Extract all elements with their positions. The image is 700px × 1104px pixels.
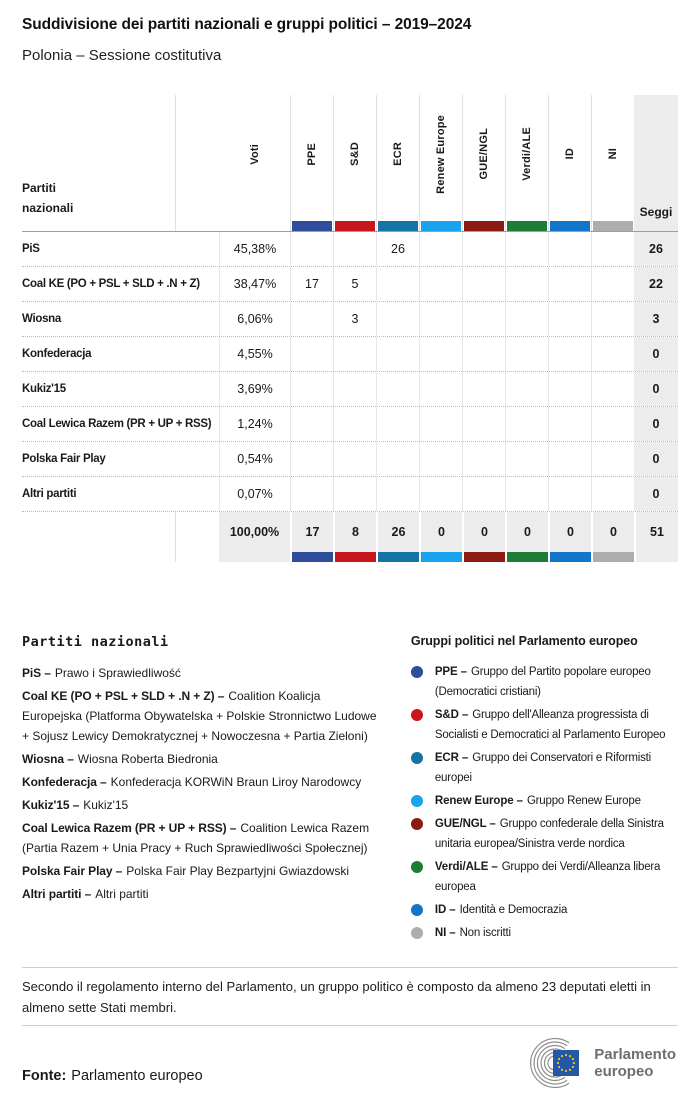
seat-cell bbox=[462, 372, 505, 406]
party-abbr: Polska Fair Play – bbox=[22, 864, 123, 878]
seat-cell bbox=[505, 302, 548, 336]
group-color-bar bbox=[550, 221, 590, 231]
group-color-bar bbox=[378, 552, 419, 562]
group-label: PPE bbox=[306, 142, 318, 166]
footer-row bbox=[22, 1026, 678, 1104]
group-abbr: S&D – bbox=[434, 709, 469, 721]
group-abbr: ECR – bbox=[434, 752, 469, 764]
seat-cell bbox=[290, 337, 333, 371]
total-seat-cell bbox=[505, 512, 548, 562]
group-full-name: Gruppo del Partito popolare europeo (Democratici cristiani) bbox=[434, 666, 651, 698]
legend-group-item bbox=[411, 814, 678, 854]
seat-cell: 5 bbox=[333, 267, 376, 301]
parliament-hemicycle-icon bbox=[521, 1038, 585, 1088]
seat-cell bbox=[333, 407, 376, 441]
seat-cell bbox=[505, 477, 548, 511]
legend-party-item bbox=[22, 772, 379, 792]
results-table bbox=[22, 95, 678, 562]
total-seat-cell bbox=[376, 512, 419, 562]
party-name: Polska Fair Play bbox=[22, 453, 106, 465]
group-label: Verdi/ALE bbox=[521, 127, 533, 181]
party-full-name: Coalition Lewica Razem (Partia Razem + Unia Pracy + Ruch Sprawiedliwości Społecznej) bbox=[22, 821, 370, 855]
total-seat-cell bbox=[591, 512, 634, 562]
seggi-header-label: Seggi bbox=[639, 205, 673, 219]
table-row bbox=[22, 302, 678, 337]
seat-cell bbox=[591, 337, 634, 371]
voti-cell: 6,06% bbox=[219, 302, 290, 336]
voti-cell: 0,54% bbox=[219, 442, 290, 476]
seat-cell bbox=[505, 442, 548, 476]
party-full-name: Coalition Koalicja Europejska (Platforma Obywatelska + Polskie Stronnictwo Ludowe + Sojusz Lewicy Demokratycznej + Nowoczesna + Partia Zieloni) bbox=[22, 689, 377, 743]
seat-cell bbox=[419, 477, 462, 511]
total-value: 0 bbox=[567, 525, 574, 539]
legend-party-item bbox=[22, 686, 379, 746]
seggi-cell: 0 bbox=[634, 442, 678, 476]
party-name: Coal KE (PO + PSL + SLD + .N + Z) bbox=[22, 278, 200, 290]
voti-cell: 0,07% bbox=[219, 477, 290, 511]
seat-cell bbox=[505, 267, 548, 301]
legend-party-item bbox=[22, 795, 379, 815]
party-name: Wiosna bbox=[22, 313, 61, 325]
table-row bbox=[22, 267, 678, 302]
party-full-name: Kukiz'15 bbox=[83, 798, 129, 812]
total-value: 0 bbox=[481, 525, 488, 539]
party-abbr: Coal Lewica Razem (PR + UP + RSS) – bbox=[22, 821, 237, 835]
party-header-line2: nazionali bbox=[22, 201, 74, 215]
group-color-bar bbox=[507, 221, 547, 231]
seat-cell bbox=[548, 407, 591, 441]
seat-cell bbox=[548, 372, 591, 406]
party-name: PiS bbox=[22, 243, 40, 255]
seat-cell bbox=[333, 232, 376, 266]
table-row bbox=[22, 407, 678, 442]
group-abbr: ID – bbox=[434, 904, 456, 916]
seat-cell bbox=[376, 442, 419, 476]
group-column-header-ecr bbox=[376, 95, 419, 231]
seat-cell bbox=[333, 477, 376, 511]
group-color-bar bbox=[593, 552, 634, 562]
group-full-name: Gruppo dei Verdi/Alleanza libera europea bbox=[434, 861, 661, 893]
group-color-dot bbox=[411, 904, 423, 916]
seat-cell bbox=[419, 372, 462, 406]
total-seat-cell bbox=[290, 512, 333, 562]
seat-cell bbox=[290, 372, 333, 406]
group-full-name: Identità e Democrazia bbox=[459, 904, 568, 916]
group-label: ECR bbox=[392, 142, 404, 166]
total-seat-cell bbox=[419, 512, 462, 562]
group-full-name: Gruppo dell'Alleanza progressista di Socialisti e Democratici al Parlamento Europeo bbox=[434, 709, 666, 741]
group-abbr: NI – bbox=[434, 927, 456, 939]
group-color-bar bbox=[464, 221, 504, 231]
total-value: 0 bbox=[524, 525, 531, 539]
seat-cell bbox=[419, 407, 462, 441]
party-abbr: Wiosna – bbox=[22, 752, 74, 766]
seggi-cell: 0 bbox=[634, 372, 678, 406]
seat-cell bbox=[376, 267, 419, 301]
legend-party-item bbox=[22, 663, 379, 683]
legend-group-item bbox=[411, 900, 678, 920]
seat-cell: 26 bbox=[376, 232, 419, 266]
legend-party-item bbox=[22, 861, 379, 881]
party-full-name: Altri partiti bbox=[95, 887, 149, 901]
group-column-header-renew bbox=[419, 95, 462, 231]
group-full-name: Gruppo dei Conservatori e Riformisti europei bbox=[434, 752, 652, 784]
group-column-header-ppe bbox=[290, 95, 333, 231]
group-color-bar bbox=[593, 221, 633, 231]
seat-cell bbox=[462, 337, 505, 371]
legend-group-item bbox=[411, 923, 678, 943]
seat-cell bbox=[419, 442, 462, 476]
legend-groups-header: Gruppi politici nel Parlamento europeo bbox=[410, 634, 638, 648]
voti-cell: 3,69% bbox=[219, 372, 290, 406]
seat-cell bbox=[548, 442, 591, 476]
total-value: 17 bbox=[305, 525, 320, 539]
seat-cell bbox=[462, 477, 505, 511]
seat-cell: 3 bbox=[333, 302, 376, 336]
total-blank bbox=[175, 512, 219, 562]
group-full-name: Gruppo confederale della Sinistra unitaria europea/Sinistra verde nordica bbox=[434, 818, 664, 850]
table-row bbox=[22, 232, 678, 267]
seggi-column-header bbox=[634, 95, 678, 231]
group-color-dot bbox=[411, 709, 423, 721]
seat-cell bbox=[376, 477, 419, 511]
seat-cell bbox=[419, 337, 462, 371]
seat-cell bbox=[462, 442, 505, 476]
seat-cell bbox=[505, 407, 548, 441]
legend-national-parties bbox=[22, 634, 379, 950]
seat-cell bbox=[419, 302, 462, 336]
source-text: Parlamento europeo bbox=[71, 1068, 203, 1084]
party-name: Konfederacja bbox=[22, 348, 92, 360]
group-color-bar bbox=[550, 552, 591, 562]
group-label: S&D bbox=[349, 142, 361, 166]
seat-cell bbox=[591, 407, 634, 441]
group-color-dot bbox=[411, 752, 423, 764]
table-row bbox=[22, 372, 678, 407]
group-column-header-id bbox=[548, 95, 591, 231]
seat-cell bbox=[376, 337, 419, 371]
total-seat-cell bbox=[333, 512, 376, 562]
seat-cell bbox=[462, 302, 505, 336]
party-name: Kukiz'15 bbox=[22, 383, 66, 395]
total-seat-cell bbox=[462, 512, 505, 562]
group-color-bar bbox=[335, 552, 376, 562]
legend-group-item bbox=[411, 791, 678, 811]
seat-cell bbox=[505, 232, 548, 266]
seat-cell bbox=[462, 407, 505, 441]
logo-wordmark bbox=[594, 1046, 676, 1080]
legend-political-groups bbox=[411, 634, 678, 950]
group-abbr: GUE/NGL – bbox=[434, 818, 496, 830]
party-full-name: Konfederacja KORWiN Braun Liroy Narodowcy bbox=[110, 775, 362, 789]
seat-cell bbox=[591, 372, 634, 406]
table-total-row bbox=[22, 512, 678, 562]
seggi-cell: 0 bbox=[634, 337, 678, 371]
group-column-header-ni bbox=[591, 95, 634, 231]
group-column-header-guengl bbox=[462, 95, 505, 231]
voti-cell: 4,55% bbox=[219, 337, 290, 371]
seat-cell bbox=[548, 267, 591, 301]
table-row bbox=[22, 442, 678, 477]
source bbox=[22, 1068, 203, 1088]
group-label: GUE/NGL bbox=[478, 128, 490, 180]
group-abbr: Verdi/ALE – bbox=[434, 861, 498, 873]
total-blank bbox=[22, 512, 175, 562]
total-voti: 100,00% bbox=[219, 512, 290, 562]
party-abbr: Altri partiti – bbox=[22, 887, 92, 901]
voti-cell: 1,24% bbox=[219, 407, 290, 441]
party-full-name: Wiosna Roberta Biedronia bbox=[77, 752, 218, 766]
seat-cell bbox=[462, 267, 505, 301]
footnote: Secondo il regolamento interno del Parlamento, un gruppo politico è composto da almeno 23 deputati eletti in almeno sette Stati membri. bbox=[22, 967, 678, 1026]
table-row bbox=[22, 477, 678, 512]
group-full-name: Non iscritti bbox=[459, 927, 511, 939]
source-label: Fonte: bbox=[22, 1068, 67, 1084]
seat-cell bbox=[548, 302, 591, 336]
legend-party-item bbox=[22, 749, 379, 769]
seat-cell bbox=[376, 372, 419, 406]
european-parliament-logo bbox=[521, 1038, 676, 1088]
party-name: Coal Lewica Razem (PR + UP + RSS) bbox=[22, 418, 212, 430]
seat-cell bbox=[591, 302, 634, 336]
group-color-bar bbox=[378, 221, 418, 231]
seat-cell bbox=[290, 407, 333, 441]
party-header-line1: Partiti bbox=[22, 181, 57, 195]
group-color-dot bbox=[411, 666, 423, 678]
seggi-cell: 3 bbox=[634, 302, 678, 336]
party-abbr: PiS – bbox=[22, 666, 51, 680]
seat-cell bbox=[290, 232, 333, 266]
logo-line2: europeo bbox=[594, 1063, 654, 1080]
seat-cell bbox=[290, 302, 333, 336]
group-color-bar bbox=[507, 552, 548, 562]
seat-cell bbox=[376, 407, 419, 441]
legend-group-item bbox=[411, 748, 678, 788]
header-spacer bbox=[175, 95, 219, 231]
group-color-bar bbox=[335, 221, 375, 231]
voti-header-label: Voti bbox=[248, 143, 261, 165]
seat-cell bbox=[505, 337, 548, 371]
party-full-name: Prawo i Sprawiedliwość bbox=[54, 666, 181, 680]
party-abbr: Kukiz'15 – bbox=[22, 798, 80, 812]
seggi-cell: 22 bbox=[634, 267, 678, 301]
seggi-cell: 26 bbox=[634, 232, 678, 266]
page-subtitle: Polonia – Sessione costitutiva bbox=[22, 47, 222, 64]
party-abbr: Coal KE (PO + PSL + SLD + .N + Z) – bbox=[22, 689, 225, 703]
seggi-cell: 0 bbox=[634, 407, 678, 441]
total-value: 8 bbox=[352, 525, 359, 539]
seat-cell bbox=[591, 267, 634, 301]
seggi-cell: 0 bbox=[634, 477, 678, 511]
legend-party-item bbox=[22, 818, 379, 858]
logo-line1: Parlamento bbox=[594, 1046, 676, 1063]
seat-cell bbox=[548, 337, 591, 371]
group-color-dot bbox=[411, 927, 423, 939]
group-color-bar bbox=[292, 221, 332, 231]
seat-cell bbox=[290, 442, 333, 476]
seat-cell bbox=[462, 232, 505, 266]
seat-cell bbox=[548, 477, 591, 511]
party-name: Altri partiti bbox=[22, 488, 77, 500]
legend-parties-header: Partiti nazionali bbox=[22, 634, 169, 650]
seat-cell: 17 bbox=[290, 267, 333, 301]
legend-section bbox=[22, 634, 678, 950]
seat-cell bbox=[290, 477, 333, 511]
group-color-bar bbox=[421, 552, 462, 562]
seat-cell bbox=[591, 232, 634, 266]
total-seggi: 51 bbox=[634, 512, 678, 562]
party-abbr: Konfederacja – bbox=[22, 775, 107, 789]
party-full-name: Polska Fair Play Bezpartyjni Gwiazdowski bbox=[126, 864, 350, 878]
legend-group-item bbox=[411, 662, 678, 702]
group-column-header-sd bbox=[333, 95, 376, 231]
page-title: Suddivisione dei partiti nazionali e gruppi politici – 2019–2024 bbox=[22, 16, 472, 33]
seat-cell bbox=[419, 267, 462, 301]
seat-cell bbox=[419, 232, 462, 266]
table-row bbox=[22, 337, 678, 372]
group-color-bar bbox=[464, 552, 505, 562]
voti-cell: 45,38% bbox=[219, 232, 290, 266]
seat-cell bbox=[591, 477, 634, 511]
seat-cell bbox=[333, 442, 376, 476]
legend-group-item bbox=[411, 705, 678, 745]
group-column-header-verdiale bbox=[505, 95, 548, 231]
voti-cell: 38,47% bbox=[219, 267, 290, 301]
total-value: 0 bbox=[438, 525, 445, 539]
group-label: ID bbox=[564, 148, 576, 160]
group-color-dot bbox=[411, 818, 423, 830]
party-column-header bbox=[22, 95, 175, 231]
seat-cell bbox=[505, 372, 548, 406]
table-header-row bbox=[22, 95, 678, 232]
group-color-bar bbox=[421, 221, 461, 231]
seat-cell bbox=[591, 442, 634, 476]
group-abbr: PPE – bbox=[434, 666, 467, 678]
group-label: NI bbox=[607, 148, 619, 160]
seat-cell bbox=[376, 302, 419, 336]
group-color-bar bbox=[292, 552, 333, 562]
seat-cell bbox=[333, 337, 376, 371]
legend-group-item bbox=[411, 857, 678, 897]
seat-cell bbox=[333, 372, 376, 406]
seat-cell bbox=[548, 232, 591, 266]
group-abbr: Renew Europe – bbox=[434, 795, 523, 807]
group-color-dot bbox=[411, 861, 423, 873]
group-label: Renew Europe bbox=[435, 114, 447, 194]
legend-party-item bbox=[22, 884, 379, 904]
total-value: 0 bbox=[610, 525, 617, 539]
voti-column-header bbox=[219, 95, 290, 231]
group-full-name: Gruppo Renew Europe bbox=[526, 795, 641, 807]
total-value: 26 bbox=[391, 525, 406, 539]
total-seat-cell bbox=[548, 512, 591, 562]
group-color-dot bbox=[411, 795, 423, 807]
